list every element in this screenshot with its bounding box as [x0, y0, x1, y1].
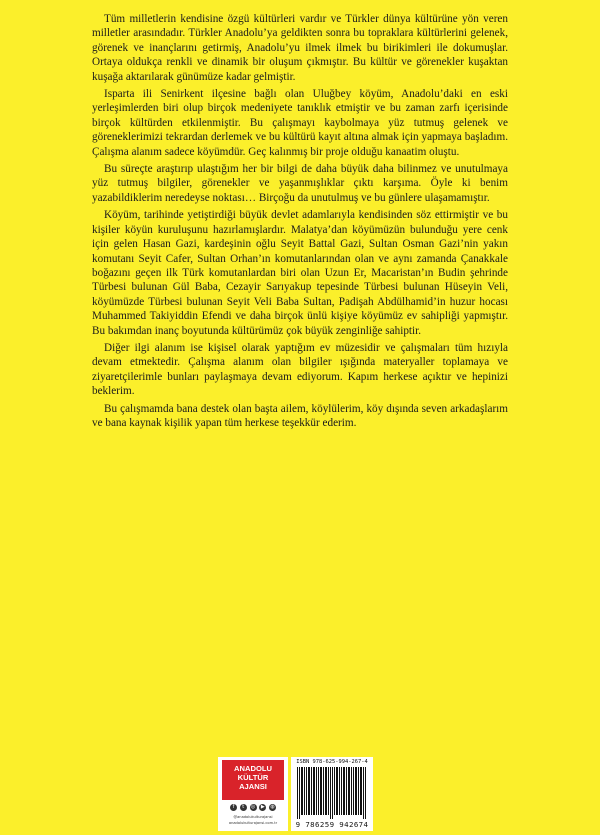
back-cover-text	[92, 12, 508, 433]
social-handle: @anadolukulturajansi	[233, 815, 273, 819]
paragraph-5: Diğer ilgi alanım ise kişisel olarak yaptığım ev müzesidir ve çalışmaları tüm hızıyla devam etmektedir. Çalışma alanım olan bilgiler ışığında materyaller toplamaya ve ziyaretçilerimle bunları paylaşmaya devam ediyorum. Kapım herkese açıktır ve hepinizi beklerim.	[92, 341, 508, 398]
publisher-logo-mark	[222, 760, 284, 800]
barcode-digits: 9 786259 942674	[295, 820, 369, 829]
youtube-icon: ▶	[260, 804, 265, 810]
barcode-icon	[295, 767, 369, 819]
paragraph-3: Bu süreçte araştırıp ulaştığım her bir bilgi de daha büyük daha bilinmez ve unutulmaya yüz tutmuş bilgiler, görenekler ve yaşanmışlıklar çıktı karşıma. Öyle ki benim yazabildiklerim neredeyse noktası… Birçoğu da unutulmuş ve bu günlere ulaşamamıştır.	[92, 163, 508, 204]
logo-line-1: ANADOLU	[234, 764, 272, 773]
isbn-label: ISBN 978-625-994-267-4	[296, 759, 368, 765]
twitter-icon: t	[240, 804, 247, 811]
publisher-website: anadolukulturajansi.com.tr	[228, 821, 278, 825]
paragraph-1: Tüm milletlerin kendisine özgü kültürleri vardır ve Türkler dünya kültürüne yön veren milletler arasındadır. Türkler Anadolu’ya geldikten sonra bu topraklara kültürlerini gelenek, görenek ve inançlarını getirmiş, Anadolu’yu ilmek ilmek bu birikimleri ile dokumuşlar. Ortaya oldukça renkli ve dinamik bir oluşum çıkmıştır. Bu kültür ve görenekler kuşaktan kuşağa aktarılarak günümüze kadar gelmiştir.	[92, 13, 508, 83]
paragraph-2: Isparta ili Senirkent ilçesine bağlı olan Uluğbey köyüm, Anadolu’daki en eski yerleşimlerden biri olup birçok medeniyete tanıklık etmiştir ve bu zaman zarfı içerisinde birçok kültürden etkilenmiştir. Bu çalışmayı kaybolmaya yüz tutmuş gelenek ve göreneklerimizi tekrardan derlemek ve bu kültürü kayıt altına almak için yapmaya başladım. Çalışma alanım sadece köyümdür. Geç kalınmış bir proje olduğu kanaatim oluştu.	[92, 88, 508, 158]
paragraph-4: Köyüm, tarihinde yetiştirdiği büyük devlet adamlarıyla kendisinden söz ettirmiştir ve bu kişiler köyün kuruluşunu hazırlamışlardır. Malatya’dan köyümüzün bulunduğu yere cenk için gelen Hasan Gazi, kardeşinin oğlu Seyit Battal Gazi, Sultan Osman Gazi’nin yakın komutanı Seyit Cafer, Sultan Orhan’ın komutanlarından olan ve aynı zamanda Çanakkale boğazını geçen ilk Türk komutanlardan biri olan Uzun Er, Macaristan’ın Budin şehrinde Türbesi bulunan Gül Baba, Cezayir Sarıyakup tepesinde Türbesi bulunan Hüseyin Veli, köyümüzde Türbesi bulunan Seyit Veli Baba Sultan, Padişah Abdülhamid’in huzur hocası Muhammed Takiyiddin Efendi ve daha birçok ünlü kişiye köyümüz ev sahipliği yapmıştır. Bu bakımdan inanç boyutunda kültürümüz çok büyük zenginliğe sahiptir.	[92, 209, 508, 337]
isbn-barcode-box	[291, 757, 373, 831]
facebook-icon: f	[230, 804, 237, 811]
instagram-icon: ◎	[250, 804, 256, 810]
publisher-logo	[218, 757, 288, 831]
globe-icon: ◍	[270, 804, 275, 810]
logo-line-2: KÜLTÜR	[237, 773, 269, 782]
logo-line-3: AJANSI	[239, 782, 267, 791]
paragraph-6: Bu çalışmamda bana destek olan başta ailem, köylülerim, köy dışında seven arkadaşlarım ve bana kaynak kişilik yapan tüm herkese teşekkür ederim.	[92, 402, 508, 429]
social-icons	[230, 804, 276, 812]
